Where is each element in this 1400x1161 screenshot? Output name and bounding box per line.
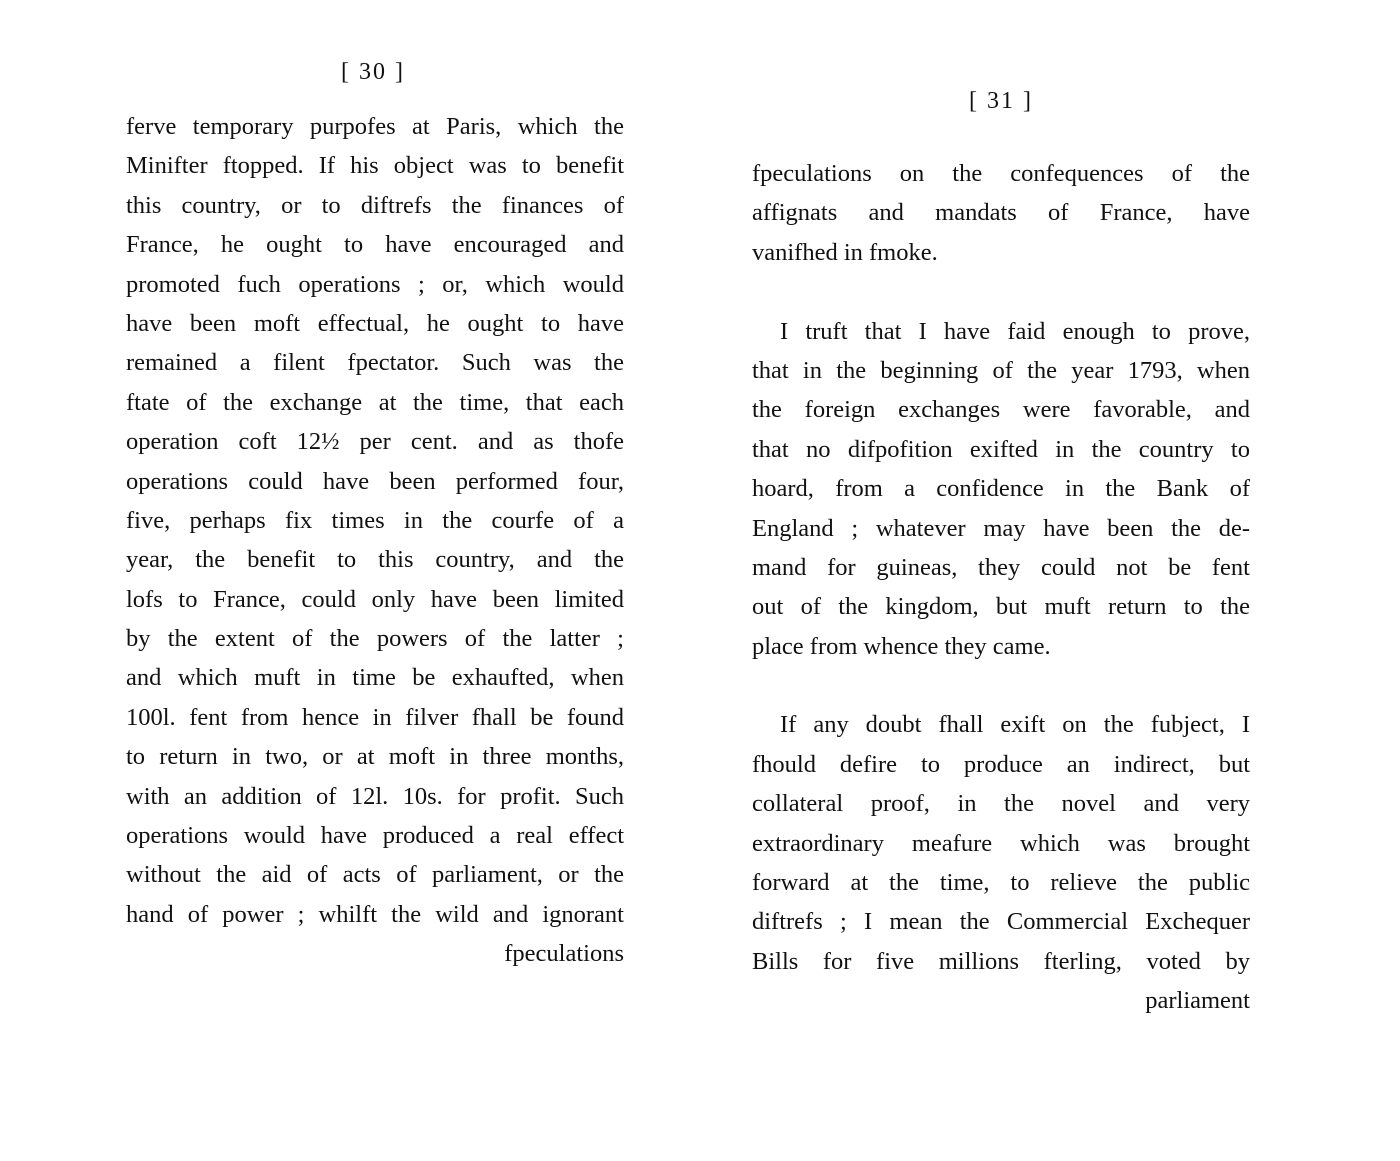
- left-page: [126, 55, 624, 974]
- paragraph-gap: [752, 272, 1250, 311]
- catchword: parliament: [1145, 987, 1250, 1015]
- text-line: affignats and mandats of France, have: [752, 199, 1250, 227]
- text-line: that in the beginning of the year 1793, when: [752, 356, 1250, 384]
- text-line: five, perhaps fix times in the courfe of a: [126, 506, 624, 534]
- text-line: mand for guineas, they could not be fent: [752, 553, 1250, 581]
- right-page: [752, 84, 1250, 1021]
- text-line: operations could have been performed four,: [126, 467, 624, 495]
- text-line: without the aid of acts of parliament, or the: [126, 861, 624, 889]
- text-line: to return in two, or at moft in three months,: [126, 743, 624, 771]
- text-line: forward at the time, to relieve the public: [752, 869, 1250, 897]
- page-number: [ 31 ]: [969, 88, 1033, 114]
- text-line: operation coft 12½ per cent. and as thofe: [126, 428, 624, 456]
- text-line: year, the benefit to this country, and the: [126, 546, 624, 574]
- text-line: Minifter ftopped. If his object was to benefit: [126, 152, 624, 180]
- catchword: fpeculations: [504, 940, 624, 968]
- text-line: have been moft effectual, he ought to have: [126, 309, 624, 337]
- text-line: and which muft in time be exhaufted, when: [126, 664, 624, 692]
- text-line: collateral proof, in the novel and very: [752, 790, 1250, 818]
- text-line: fhould defire to produce an indirect, but: [752, 750, 1250, 778]
- text-line: this country, or to diftrefs the finances of: [126, 191, 624, 219]
- text-line: by the extent of the powers of the latter ;: [126, 625, 624, 653]
- text-line: If any doubt fhall exift on the fubject, I: [780, 711, 1250, 739]
- text-line: hoard, from a confidence in the Bank of: [752, 475, 1250, 503]
- text-line: operations would have produced a real effect: [126, 822, 624, 850]
- paragraph-gap: [752, 666, 1250, 705]
- text-line: out of the kingdom, but muft return to the: [752, 593, 1250, 621]
- text-line: Bills for five millions fterling, voted by: [752, 947, 1250, 975]
- right-page-text: [752, 154, 1250, 1021]
- text-line: England ; whatever may have been the de-: [752, 514, 1250, 542]
- text-line: 100l. fent from hence in filver fhall be found: [126, 703, 624, 731]
- paragraph: [752, 154, 1250, 272]
- text-line: fpeculations on the confequences of the: [752, 160, 1250, 187]
- text-line: lofs to France, could only have been limited: [126, 585, 624, 613]
- text-line: with an addition of 12l. 10s. for profit. Such: [126, 782, 624, 810]
- text-line: remained a filent fpectator. Such was the: [126, 349, 624, 377]
- text-line: I truft that I have faid enough to prove,: [780, 317, 1250, 345]
- paragraph: [752, 312, 1250, 667]
- text-line: diftrefs ; I mean the Commercial Exchequer: [752, 908, 1250, 936]
- text-line: vanifhed in fmoke.: [752, 238, 938, 266]
- page-number: [ 30 ]: [341, 59, 405, 85]
- text-line: extraordinary meafure which was brought: [752, 829, 1250, 857]
- text-line: ferve temporary purpofes at Paris, which the: [126, 113, 624, 140]
- text-line: that no difpofition exifted in the country to: [752, 435, 1250, 463]
- text-line: place from whence they came.: [752, 632, 1051, 660]
- text-line: the foreign exchanges were favorable, and: [752, 396, 1250, 424]
- left-page-text: [126, 107, 624, 974]
- paragraph: [752, 705, 1250, 1020]
- text-line: ftate of the exchange at the time, that each: [126, 388, 624, 416]
- text-line: France, he ought to have encouraged and: [126, 231, 624, 259]
- text-line: promoted fuch operations ; or, which would: [126, 270, 624, 298]
- text-line: hand of power ; whilft the wild and ignorant: [126, 900, 624, 928]
